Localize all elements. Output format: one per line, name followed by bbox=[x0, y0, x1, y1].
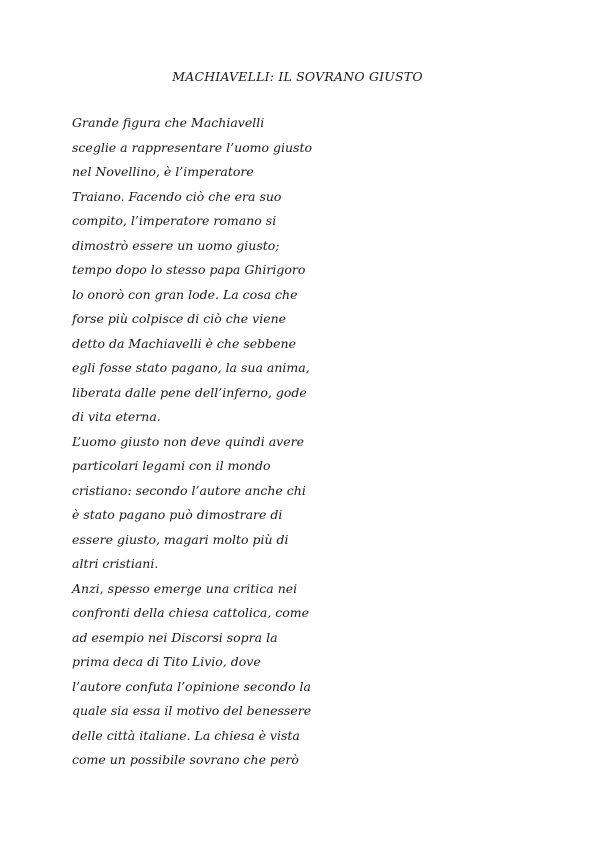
text-line: L’uomo giusto non deve quindi avere bbox=[72, 433, 304, 449]
text-line: delle città italiane. La chiesa è vista bbox=[72, 727, 300, 743]
body-text bbox=[72, 111, 312, 773]
text-line: l’autore confuta l’opinione secondo la bbox=[72, 678, 311, 694]
text-line: particolari legami con il mondo bbox=[72, 458, 271, 473]
text-line: Anzi, spesso emerge una critica nei bbox=[72, 580, 298, 596]
text-line: compito, l’imperatore romano si bbox=[72, 213, 277, 228]
text-line: come un possibile sovrano che però bbox=[72, 752, 299, 767]
text-line: lo onorò con gran lode. La cosa che bbox=[72, 286, 298, 302]
text-line: egli fosse stato pagano, la sua anima, bbox=[72, 360, 310, 375]
text-line: confronti della chiesa cattolica, come bbox=[72, 605, 310, 620]
text-line: detto da Machiavelli è che sebbene bbox=[72, 335, 297, 351]
text-line: tempo dopo lo stesso papa Ghirigoro bbox=[72, 262, 306, 277]
text-line: sceglie a rappresentare l’uomo giusto bbox=[72, 139, 313, 155]
text-line: dimostrò essere un uomo giusto; bbox=[72, 237, 280, 253]
text-line: quale sia essa il motivo del benessere bbox=[72, 703, 312, 718]
text-line: è stato pagano può dimostrare di bbox=[72, 507, 283, 522]
text-line: cristiano: secondo l’autore anche chi bbox=[72, 482, 306, 498]
text-line: di vita eterna. bbox=[72, 409, 161, 424]
text-line: essere giusto, magari molto più di bbox=[72, 531, 289, 547]
text-line: altri cristiani. bbox=[72, 556, 159, 571]
text-line: liberata dalle pene dell’inferno, gode bbox=[72, 384, 307, 400]
text-line: Traiano. Facendo ciò che era suo bbox=[72, 188, 282, 204]
text-line: forse più colpisce di ciò che viene bbox=[72, 311, 287, 326]
text-line: prima deca di Tito Livio, dove bbox=[72, 654, 261, 669]
text-line: nel Novellino, è l’imperatore bbox=[72, 164, 254, 179]
document-title: MACHIAVELLI: IL SOVRANO GIUSTO bbox=[172, 69, 423, 84]
text-line: ad esempio nei Discorsi sopra la bbox=[72, 629, 278, 645]
text-line: Grande figura che Machiavelli bbox=[72, 115, 265, 130]
